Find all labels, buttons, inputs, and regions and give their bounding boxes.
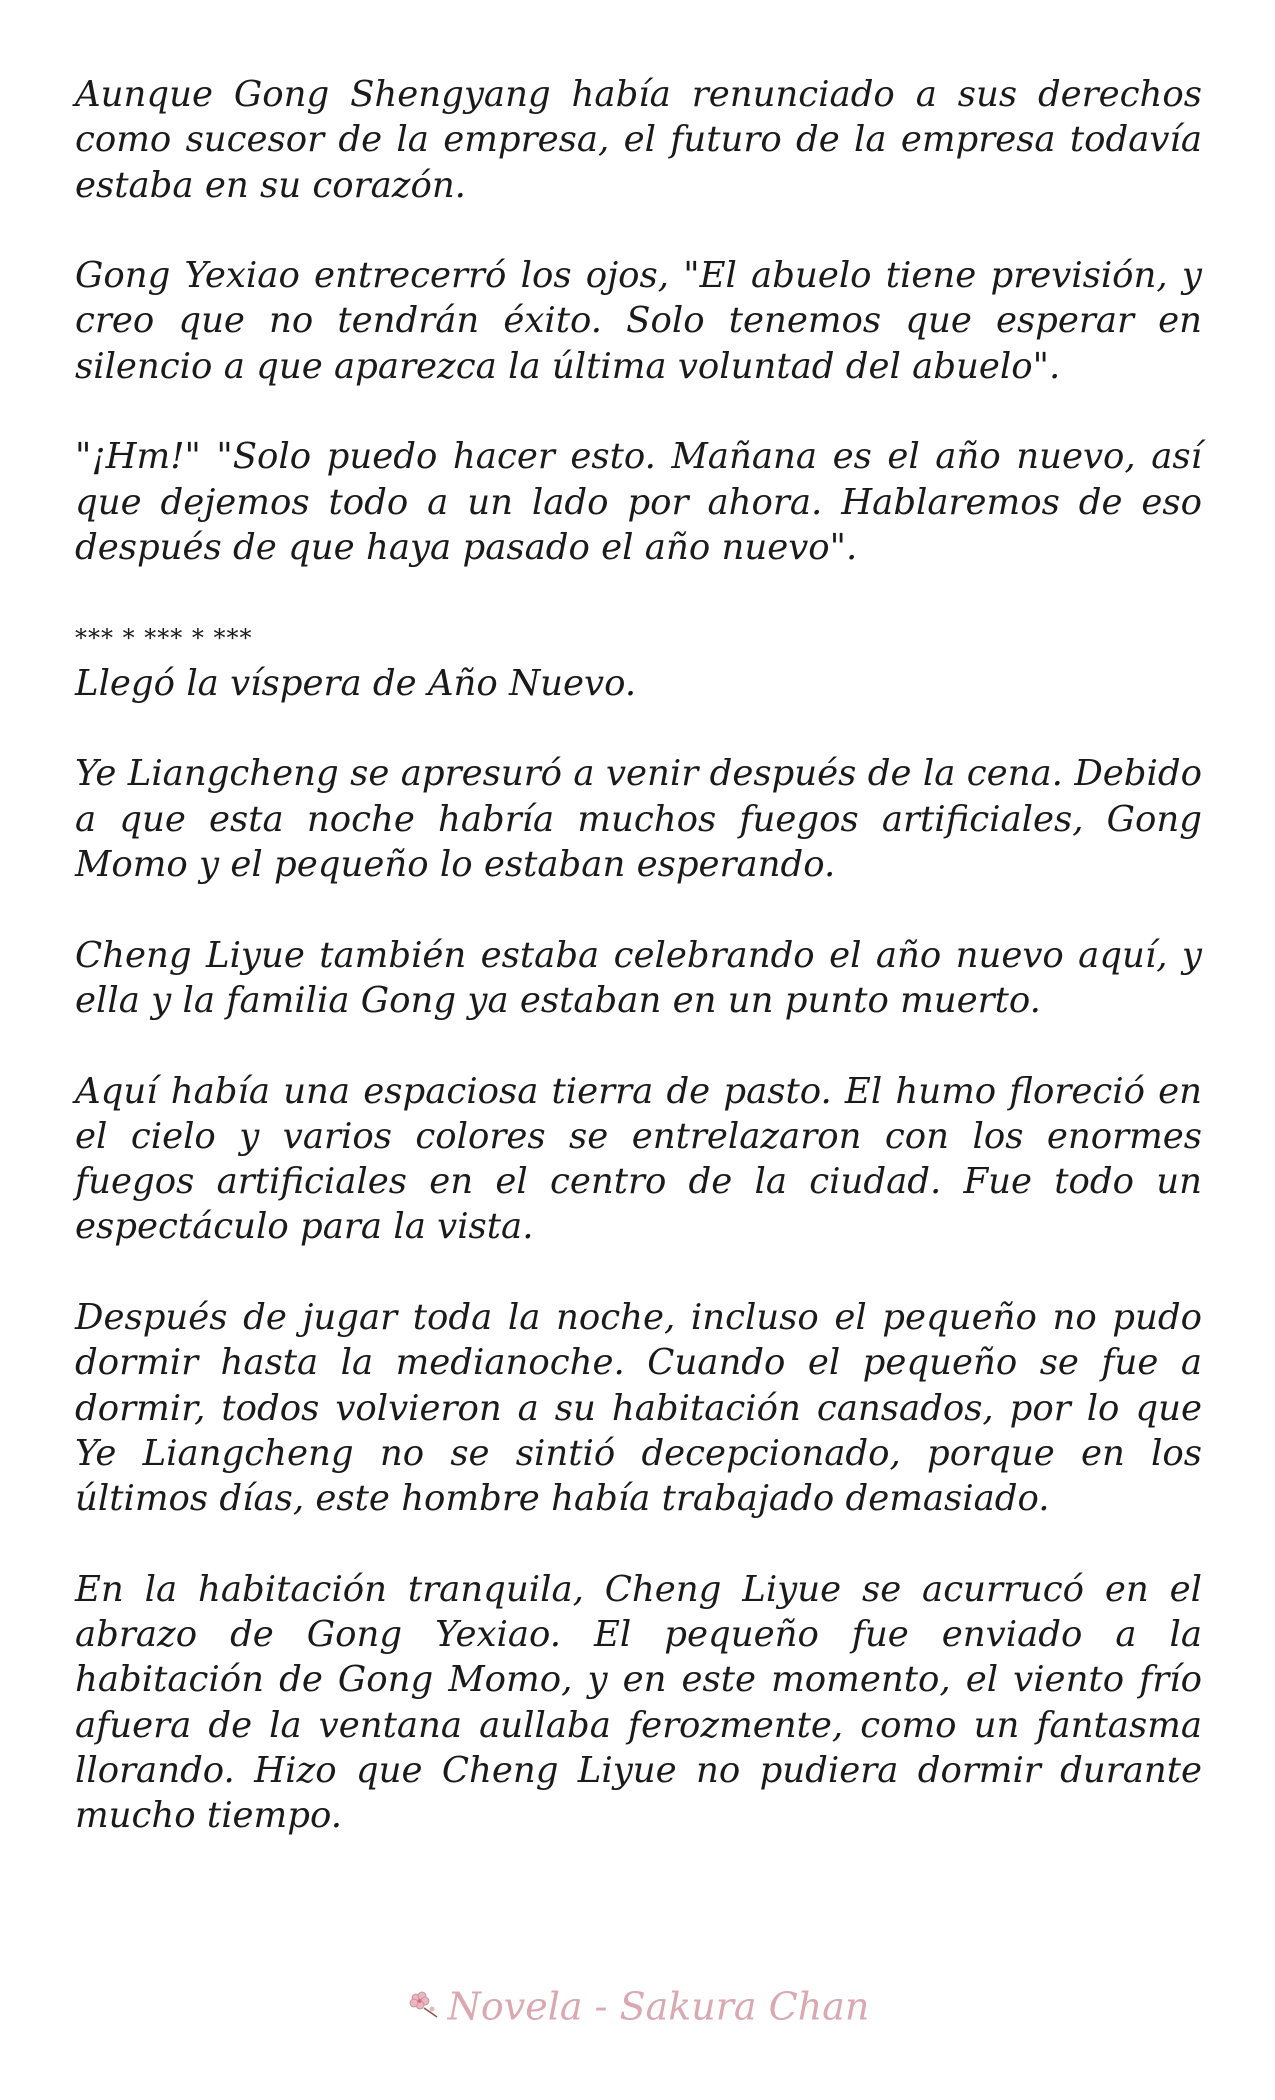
- paragraph: Llegó la víspera de Año Nuevo.: [75, 662, 637, 704]
- document-body: [75, 72, 1202, 1884]
- paragraph: Gong Yexiao entrecerró los ojos, "El abuelo tiene previsión, y creo que no tendrán éxito. Solo tenemos que esperar en silencio a que aparezca la última voluntad del abuelo".: [75, 255, 1202, 387]
- paragraph: Aunque Gong Shengyang había renunciado a sus derechos como sucesor de la empresa, el futuro de la empresa todavía estaba en su corazón.: [75, 74, 1202, 206]
- watermark-footer: [0, 1978, 1275, 2032]
- paragraph: Después de jugar toda la noche, incluso el pequeño no pudo dormir hasta la medianoche. Cuando el pequeño se fue a dormir, todos volvieron a su habitación cansados, por lo que Ye Liangcheng no se sintió decepcionado, porque en los últimos días, este hombre había trabajado demasiado.: [75, 1297, 1202, 1520]
- paragraph: Ye Liangcheng se apresuró a venir después de la cena. Debido a que esta noche habría muchos fuegos artificiales, Gong Momo y el pequeño lo estaban esperando.: [75, 753, 1202, 886]
- paragraph: Cheng Liyue también estaba celebrando el año nuevo aquí, y ella y la familia Gong ya estaban en un punto muerto.: [75, 934, 1202, 1021]
- section-separator: *** * *** * ***: [75, 623, 253, 652]
- watermark-text: Novela - Sakura Chan: [447, 1984, 870, 2029]
- paragraph: Aquí había una espaciosa tierra de pasto. El humo floreció en el cielo y varios colores se entrelazaron con los enormes fuegos artificiales en el centro de la ciudad. Fue todo un espectáculo para la vista.: [75, 1070, 1202, 1248]
- paragraph: En la habitación tranquila, Cheng Liyue se acurrucó en el abrazo de Gong Yexiao. El pequeño fue enviado a la habitación de Gong Momo, y en este momento, el viento frío afuera de la ventana aullaba ferozmente, como un fantasma llorando. Hizo que Cheng Liyue no pudiera dormir durante mucho tiempo.: [75, 1568, 1202, 1837]
- sakura-blossom-icon: [406, 1982, 440, 2032]
- paragraph: "¡Hm!" "Solo puedo hacer esto. Mañana es el año nuevo, así que dejemos todo a un lado por ahora. Hablaremos de eso después de que haya pasado el año nuevo".: [75, 436, 1202, 568]
